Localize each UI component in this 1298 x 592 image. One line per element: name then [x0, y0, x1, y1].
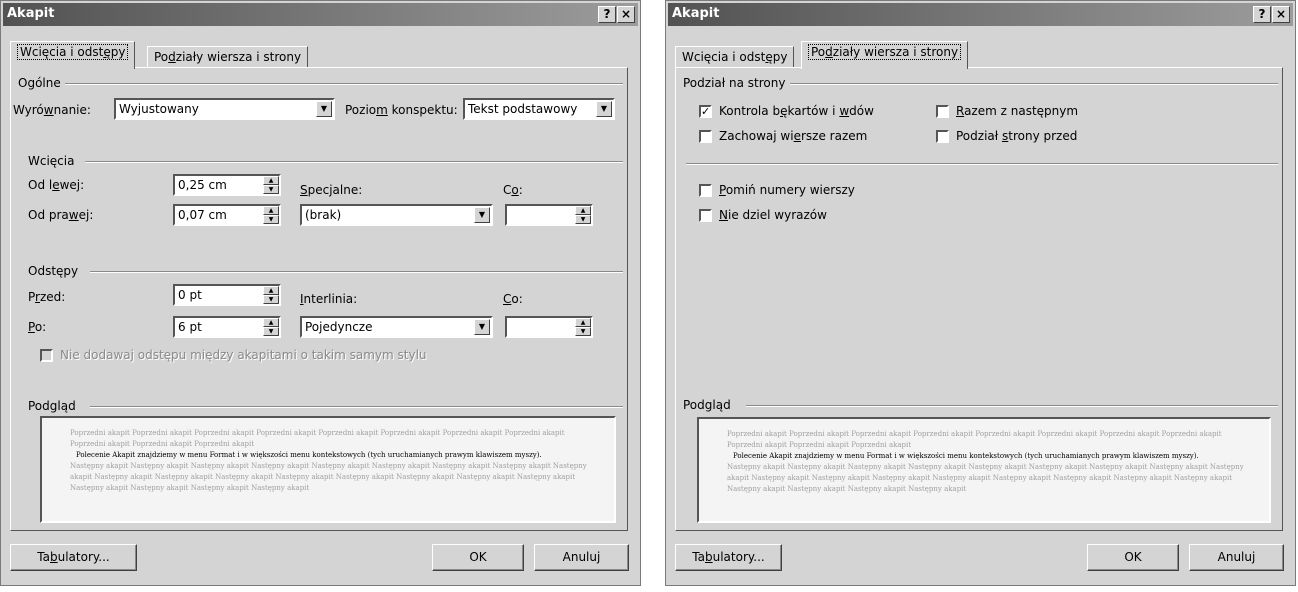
dialog-title: Akapit: [7, 6, 55, 21]
indentation-group-label: Wcięcia: [28, 154, 75, 168]
keep-lines-together-label: Zachowaj wiersze razem: [719, 129, 868, 143]
tab-panel: [675, 67, 1283, 531]
title-bar: [668, 3, 1293, 26]
page-break-before-checkbox[interactable]: [936, 130, 949, 143]
spin-down-icon: ▼: [575, 327, 591, 336]
spin-up-icon: ▲: [575, 206, 591, 215]
chevron-down-icon[interactable]: ▼: [316, 101, 332, 117]
preview-next-paragraph: Następny akapit Następny akapit Następny akapit Następny akapit Następny akapit Następny akapit Następny akapit Następny akapit Następny akapit Następny akapit Następny akapit Następny akapit Następny akapit Następny akapit Następny akapit Następny akapit Następny akapit Następny akapit Następny akapit Następny akapit Następny akapit: [727, 463, 1244, 493]
by-label: Co:: [503, 183, 523, 197]
tab-indents-spacing[interactable]: Wcięcia i odstępy: [10, 41, 135, 69]
divider: [686, 163, 1278, 165]
spin-up-icon: ▲: [263, 318, 279, 327]
cancel-button[interactable]: Anuluj: [534, 544, 629, 571]
alignment-label: Wyrównanie:: [13, 103, 91, 117]
spinner[interactable]: [263, 286, 279, 304]
right-indent-label: Od prawej:: [28, 208, 94, 222]
dont-hyphenate-checkbox[interactable]: [699, 209, 712, 222]
special-select[interactable]: (brak) ▼: [300, 204, 493, 226]
spin-up-icon: ▲: [263, 176, 279, 185]
divider: [85, 161, 623, 163]
close-button[interactable]: ×: [1272, 6, 1290, 23]
preview-box: [40, 416, 616, 523]
chevron-down-icon[interactable]: ▼: [474, 207, 490, 223]
tab-line-page-breaks[interactable]: Podziały wiersza i strony: [147, 46, 308, 69]
suppress-line-numbers-label: Pomiń numery wierszy: [719, 183, 855, 197]
check-icon: ✓: [701, 105, 711, 118]
spinner[interactable]: [263, 318, 279, 336]
spin-down-icon: ▼: [263, 185, 279, 194]
preview-current-paragraph: Polecenie Akapit znajdziemy w menu Format i w większości menu kontekstowych (tych uruchamianych prawym klawiszem myszy).: [733, 452, 1199, 460]
widow-control-checkbox[interactable]: [699, 105, 712, 118]
keep-with-next-label: Razem z następnym: [956, 104, 1079, 118]
special-label: Specjalne:: [300, 183, 363, 197]
tab-panel: [10, 67, 628, 531]
tabs-button[interactable]: Tabulatory...: [10, 544, 137, 571]
ok-button[interactable]: OK: [432, 544, 524, 571]
spacing-group-label: Odstępy: [28, 264, 79, 278]
suppress-line-numbers-checkbox[interactable]: [699, 184, 712, 197]
spinner[interactable]: [575, 206, 591, 224]
cancel-button[interactable]: Anuluj: [1189, 544, 1284, 571]
divider: [90, 271, 623, 273]
general-group-label: Ogólne: [18, 76, 61, 90]
line-spacing-select[interactable]: Pojedyncze ▼: [300, 316, 493, 338]
ok-button[interactable]: OK: [1087, 544, 1179, 571]
divider: [746, 405, 1278, 407]
spacing-before-input[interactable]: 0 pt ▲ ▼: [173, 284, 281, 306]
left-indent-input[interactable]: 0,25 cm ▲ ▼: [173, 174, 281, 196]
spacing-before-label: Przed:: [28, 290, 66, 304]
no-space-same-style-checkbox[interactable]: [40, 349, 53, 362]
preview-previous-paragraph: Poprzedni akapit Poprzedni akapit Poprzedni akapit Poprzedni akapit Poprzedni akapit Poprzedni akapit Poprzedni akapit Poprzedni akapit Poprzedni akapit Poprzedni akapit Poprzedni akapit: [727, 430, 1222, 449]
paragraph-dialog-indents: [0, 0, 641, 586]
right-indent-input[interactable]: 0,07 cm ▲ ▼: [173, 204, 281, 226]
preview-current-paragraph: Polecenie Akapit znajdziemy w menu Format i w większości menu kontekstowych (tych uruchamianych prawym klawiszem myszy).: [76, 451, 542, 459]
title-bar: [3, 3, 638, 26]
line-spacing-label: Interlinia:: [300, 292, 358, 306]
preview-group-label: Podgląd: [28, 399, 76, 413]
chevron-down-icon[interactable]: ▼: [596, 101, 612, 117]
divider: [790, 83, 1278, 85]
left-indent-label: Od lewej:: [28, 178, 85, 192]
chevron-down-icon[interactable]: ▼: [474, 319, 490, 335]
outline-level-select[interactable]: Tekst podstawowy ▼: [463, 98, 615, 120]
page-break-before-label: Podział strony przed: [956, 129, 1078, 143]
divider: [65, 83, 623, 85]
keep-lines-together-checkbox[interactable]: [699, 130, 712, 143]
spinner[interactable]: [263, 176, 279, 194]
preview-group-label: Podgląd: [683, 398, 731, 412]
spin-up-icon: ▲: [575, 318, 591, 327]
keep-with-next-checkbox[interactable]: [936, 105, 949, 118]
paragraph-dialog-breaks: [665, 0, 1296, 586]
spin-down-icon: ▼: [263, 215, 279, 224]
spin-down-icon: ▼: [263, 295, 279, 304]
line-spacing-by-input[interactable]: [505, 316, 593, 338]
help-button[interactable]: ?: [1253, 6, 1271, 23]
spin-up-icon: ▲: [263, 286, 279, 295]
outline-level-label: Poziom konspektu:: [345, 103, 458, 117]
alignment-select[interactable]: Wyjustowany ▼: [114, 98, 335, 120]
special-by-input[interactable]: [505, 204, 593, 226]
spin-down-icon: ▼: [263, 327, 279, 336]
tab-line-page-breaks[interactable]: Podziały wiersza i strony: [801, 41, 968, 69]
spinner[interactable]: [263, 206, 279, 224]
spin-up-icon: ▲: [263, 206, 279, 215]
spacing-after-label: Po:: [28, 320, 47, 334]
spin-down-icon: ▼: [575, 215, 591, 224]
spinner[interactable]: [575, 318, 591, 336]
tabs-button[interactable]: Tabulatory...: [675, 544, 782, 571]
preview-next-paragraph: Następny akapit Następny akapit Następny akapit Następny akapit Następny akapit Następny akapit Następny akapit Następny akapit Następny akapit Następny akapit Następny akapit Następny akapit Następny akapit Następny akapit Następny akapit Następny akapit Następny akapit Następny akapit Następny akapit Następny akapit Następny akapit: [70, 462, 587, 492]
preview-box: [697, 417, 1271, 523]
help-button[interactable]: ?: [598, 6, 616, 23]
widow-control-label: Kontrola bękartów i wdów: [719, 104, 874, 118]
pagination-group-label: Podział na strony: [683, 76, 786, 90]
divider: [90, 406, 623, 408]
dialog-title: Akapit: [672, 6, 720, 21]
tab-indents-spacing[interactable]: Wcięcia i odstępy: [675, 46, 794, 69]
spacing-after-input[interactable]: 6 pt ▲ ▼: [173, 316, 281, 338]
dont-hyphenate-label: Nie dziel wyrazów: [719, 208, 827, 222]
line-by-label: Co:: [503, 292, 523, 306]
no-space-same-style-label: Nie dodawaj odstępu między akapitami o takim samym stylu: [60, 348, 427, 362]
preview-previous-paragraph: Poprzedni akapit Poprzedni akapit Poprzedni akapit Poprzedni akapit Poprzedni akapit Poprzedni akapit Poprzedni akapit Poprzedni akapit Poprzedni akapit Poprzedni akapit Poprzedni akapit: [70, 429, 565, 448]
close-button[interactable]: ×: [617, 6, 635, 23]
